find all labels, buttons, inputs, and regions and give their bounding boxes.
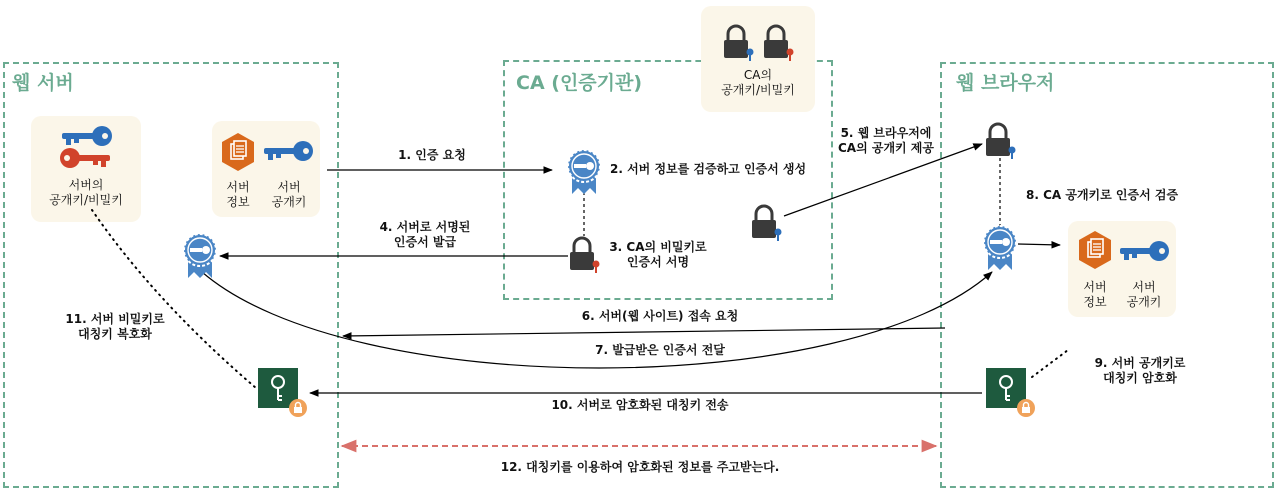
server-public-key-icon (262, 140, 314, 162)
step-5-label-1: 5. 웹 브라우저에 (840, 126, 932, 140)
red-key-icon (58, 146, 112, 170)
step-11-label-2: 대칭키 복호화 (78, 327, 152, 341)
server-info-icon (220, 132, 256, 172)
step-7-label: 7. 발급받은 인증서 전달 (595, 343, 725, 357)
arrow-6 (343, 328, 945, 336)
step-5-label-2: CA의 공개키 제공 (837, 141, 934, 155)
browser-info-label-1: 서버 (1083, 280, 1107, 294)
step-9-label-2: 대칭키 암호화 (1103, 371, 1177, 385)
browser-server-public-key-icon (1118, 240, 1170, 262)
dotted-11 (92, 210, 256, 388)
server-info-label-1: 서버 (226, 180, 250, 194)
server-keypair-label-2: 공개키/비밀키 (49, 193, 123, 207)
blue-key-icon (60, 124, 114, 148)
step-8-label: 8. CA 공개키로 인증서 검증 (1026, 188, 1179, 202)
step-4-label-2: 인증서 발급 (393, 235, 457, 249)
step-9-label-1: 9. 서버 공개키로 (1094, 356, 1186, 370)
server-symmetric-key-icon (258, 368, 308, 418)
browser-ca-lock-icon (984, 120, 1018, 160)
browser-pubkey-label-2: 공개키 (1126, 295, 1162, 309)
step-3-label-2: 인증서 서명 (626, 255, 690, 269)
server-certificate-icon (180, 232, 220, 280)
dotted-9 (1032, 350, 1068, 377)
step-4-label-1: 4. 서버로 서명된 (379, 220, 471, 234)
server-keypair-label-1: 서버의 (68, 178, 104, 192)
browser-symmetric-key-icon (986, 368, 1036, 418)
lock-red-key-icon (762, 22, 796, 62)
browser-pubkey-label-1: 서버 (1132, 280, 1156, 294)
server-info-label-2: 정보 (226, 195, 250, 209)
ca-title: CA (인증기관) (516, 72, 643, 94)
arrow-8 (1018, 244, 1060, 245)
step-6-label: 6. 서버(웹 사이트) 접속 요청 (581, 309, 739, 323)
browser-certificate-icon (980, 224, 1020, 272)
lock-blue-key-icon (722, 22, 756, 62)
web-server-title: 웹 서버 (12, 72, 74, 94)
server-pubkey-label-1: 서버 (277, 180, 301, 194)
ca-keypair-label-2: 공개키/비밀키 (721, 83, 795, 97)
step-12-label: 12. 대칭키를 이용하여 암호화된 정보를 주고받는다. (500, 460, 780, 474)
step-2-label: 2. 서버 정보를 검증하고 인증서 생성 (610, 162, 807, 176)
ca-private-lock-icon (568, 234, 602, 274)
step-3-label-1: 3. CA의 비밀키로 (609, 240, 707, 254)
ca-keypair-label-1: CA의 (743, 68, 773, 82)
ca-certificate-icon (564, 148, 604, 196)
ca-public-lock-icon (750, 202, 784, 242)
server-pubkey-label-2: 공개키 (271, 195, 307, 209)
browser-info-label-2: 정보 (1083, 295, 1107, 309)
web-browser-title: 웹 브라우저 (956, 72, 1055, 94)
step-10-label: 10. 서버로 암호화된 대칭키 전송 (551, 398, 729, 412)
step-11-label-1: 11. 서버 비밀키로 (65, 312, 165, 326)
browser-server-info-icon (1077, 230, 1113, 270)
step-1-label: 1. 인증 요청 (398, 148, 466, 162)
